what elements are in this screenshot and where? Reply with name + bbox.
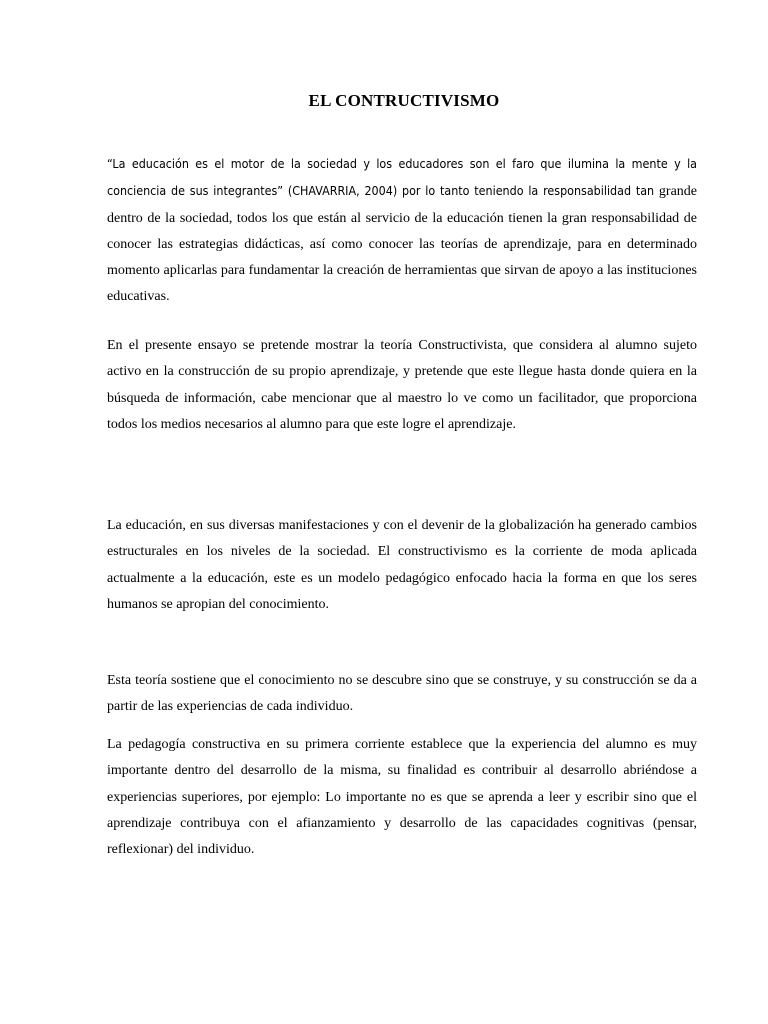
paragraph-2: En el presente ensayo se pretende mostrar la teoría Constructivista, que considera al alumno sujeto activo en la construcción de su propio aprendizaje, y pretende que este llegue hasta donde quiera en la búsqueda de información, cabe mencionar que al maestro lo ve como un facilitador, que proporciona todos los medios necesarios al alumno para que este logre el aprendizaje. [107,338,697,432]
paragraph-3: La educación, en sus diversas manifestaciones y con el devenir de la globalización ha generado cambios estructurales en los niveles de la sociedad. El constructivismo es la corriente de moda aplicada actualmente a la educación, este es un modelo pedagógico enfocado hacia la forma en que los seres humanos se apropian del conocimiento. [107,518,697,612]
paragraph-5: La pedagogía constructiva en su primera corriente establece que la experiencia del alumno es muy importante dentro del desarrollo de la misma, su finalidad es contribuir al desarrollo abriéndose a experiencias superiores, por ejemplo: Lo importante no es que se aprenda a leer y escribir sino que el aprendizaje contribuya con el afianzamiento y desarrollo de las capacidades cognitivas (pensar, reflexionar) del individuo. [107,737,697,858]
paragraph-1-quote: “La educación es el motor de la sociedad y los educadores son el faro que ilumina la mente y la conciencia de sus integrantes” (CHAVARRIA, 2004) por lo tanto teniendo la responsabilidad tan [107,156,697,199]
paragraph-1 [107,151,697,311]
paragraph-4: Esta teoría sostiene que el conocimiento no se descubre sino que se construye, y su construcción se da a partir de las experiencias de cada individuo. [107,673,697,715]
document-title: EL CONTRUCTIVISMO [308,91,500,110]
paragraph-1-text: grande dentro de la sociedad, todos los que están al servicio de la educación tienen la gran responsabilidad de conocer las estrategias didácticas, así como conocer las teorías de aprendizaje, para en determinado momento aplicarlas para fundamentar la creación de herramientas que sirvan de apoyo a las instituciones educativas. [107,184,697,305]
